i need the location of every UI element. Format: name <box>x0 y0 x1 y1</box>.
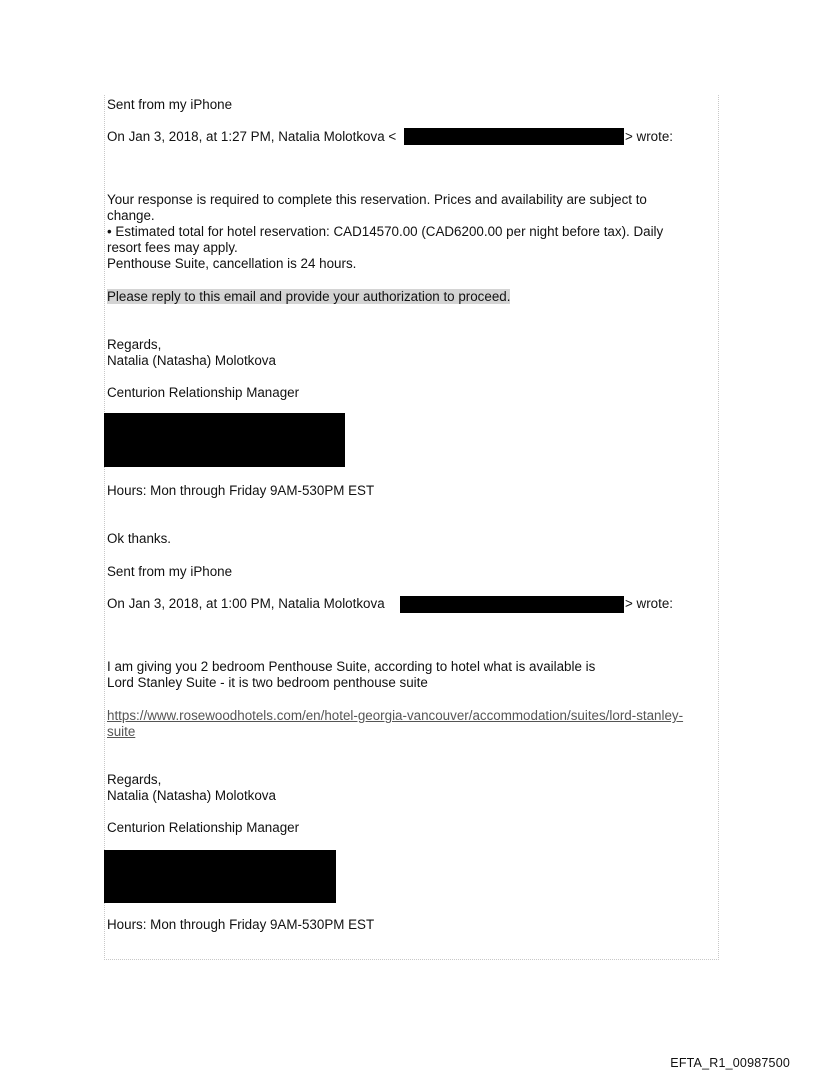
redacted-email-address-1 <box>404 128 624 145</box>
email1-suite-line: Penthouse Suite, cancellation is 24 hours. <box>107 256 357 271</box>
email1-signature-name: Natalia (Natasha) Molotkova <box>107 353 276 368</box>
email2-header-suffix: > wrote: <box>625 596 674 611</box>
ok-thanks: Ok thanks. <box>107 531 172 546</box>
email1-body-line-1: Your response is required to complete this reservation. Prices and availability are subject to <box>107 192 647 207</box>
email2-header <box>107 596 385 612</box>
email1-bullet-line-2: resort fees may apply. <box>107 240 238 255</box>
email1-header-suffix: > wrote: <box>625 129 674 144</box>
email1-bullet-line-1: • Estimated total for hotel reservation: CAD14570.00 (CAD6200.00 per night before tax). Daily <box>107 224 664 239</box>
email1-authorization-line <box>107 289 510 305</box>
email2-body-line-2: Lord Stanley Suite - it is two bedroom penthouse suite <box>107 675 428 690</box>
email1-header-lt: < <box>388 129 397 144</box>
sent-from-iphone-1: Sent from my iPhone <box>107 97 233 112</box>
hotel-link-line-2[interactable]: suite <box>107 724 136 739</box>
email2-body-line-1: I am giving you 2 bedroom Penthouse Suite, according to hotel what is available is <box>107 659 596 674</box>
email2-signature-title: Centurion Relationship Manager <box>107 820 300 835</box>
email1-regards: Regards, <box>107 337 162 352</box>
redacted-signature-block-2 <box>104 850 336 903</box>
email2-header-prefix: On Jan 3, 2018, at 1:00 PM, Natalia Molotkova <box>107 596 385 611</box>
email2-regards: Regards, <box>107 772 162 787</box>
email1-header-prefix: On Jan 3, 2018, at 1:27 PM, Natalia Molotkova <box>107 129 385 144</box>
redacted-signature-block-1 <box>104 413 345 467</box>
email1-hours: Hours: Mon through Friday 9AM-530PM EST <box>107 483 375 498</box>
sent-from-iphone-2: Sent from my iPhone <box>107 564 233 579</box>
hotel-link-line-1[interactable]: https://www.rosewoodhotels.com/en/hotel-georgia-vancouver/accommodation/suites/lord-stanley- <box>107 708 684 723</box>
email1-signature-title: Centurion Relationship Manager <box>107 385 300 400</box>
document-id: EFTA_R1_00987500 <box>670 1056 790 1070</box>
redacted-email-address-2 <box>400 596 624 613</box>
email1-body-line-2: change. <box>107 208 155 223</box>
authorization-highlight: Please reply to this email and provide your authorization to proceed. <box>107 289 511 304</box>
email2-hours: Hours: Mon through Friday 9AM-530PM EST <box>107 917 375 932</box>
email2-signature-name: Natalia (Natasha) Molotkova <box>107 788 276 803</box>
email1-header <box>107 129 396 145</box>
